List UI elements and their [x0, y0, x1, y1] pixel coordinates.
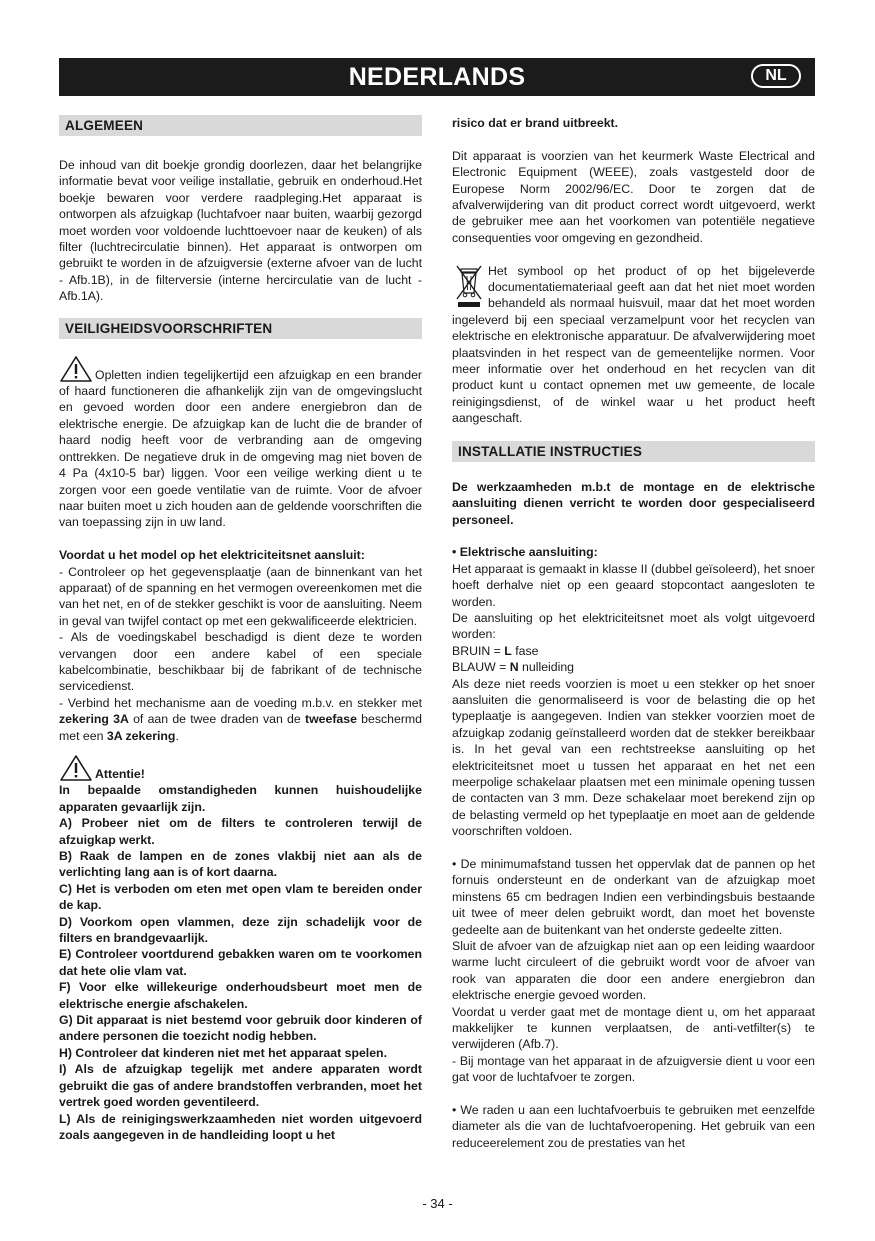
crossed-bin-icon: [454, 263, 484, 309]
weee-paragraph: Dit apparaat is voorzien van het keurmerk Waste Electrical and Electronic Equipment (WEEE), zoals vastgesteld door de Europese Norm 2002/96/EC. Door te zorgen dat de afvalverwijdering van dit product correct wordt uitgevoerd, werkt de gebruiker mee aan het voorkomen van potentiële negatieve consequenties voor omgeving en gezondheid.: [452, 148, 815, 245]
elektrische-paragraph-2: De aansluiting op het elektriciteitsnet moet als volgt uitgevoerd worden:: [452, 610, 815, 642]
veiligheid-text: Opletten indien tegelijkertijd een afzuigkap en een brander of haard functioneren die afhankelijk zijn van de omgevingslucht en gevoed worden door een andere energiebron dan de elektrische energie. De afzuigkap kan de lucht die de brander of haard nodig heeft voor de verbranding aan de omgeving onttrekken. De negatieve druk in de omgeving mag niet boven de 4 Pa (4x10-5 bar) liggen. Voor een veilige werking dient u te zorgen voor een goede ventilatie van de ruimte. Voor de afvoer naar buiten moet u zich houden aan de geldende voorschriften die van toepassing zijn in uw land.: [59, 367, 422, 530]
elektrische-heading: • Elektrische aansluiting:: [452, 545, 598, 560]
attentie-item: C) Het is verboden om eten met open vlam te bereiden onder de kap.: [59, 881, 422, 913]
fuse-label-2: 3A zekering: [106, 728, 176, 743]
symbool-text: Het symbool op het product of op het bijgeleverde documentatiemateriaal geeft aan dat het niet moet worden behandeld als normaal huisvuil, maar dat het moet worden ingeleverd bij een speciaal verzamelpunt voor het recyclen van elektrische en elektronische apparatuur. De afvalverwijdering moet plaatsvinden in het respect van de gemeentelijke normen. Voor meer informatie over het onderhoud en het recyclen van dit product kunt u contact opnemen met uw gemeente, de locale reinigingsdienst, of de winkel waar u het product heeft aangeschaft.: [452, 263, 815, 426]
voordat-item-1: - Controleer op het gegevensplaatje (aan de binnenkant van het apparaat) of de spanning en het vermogen overeenkomen met die van het net, en of de stekker geschikt is voor de aansluiting. Neem in geval van twijfel contact op met een gekwalificeerde elektricien.: [59, 564, 422, 628]
attentie-item: A) Probeer niet om de filters te controleren terwijl de afzuigkap werkt.: [59, 816, 422, 847]
elektrische-paragraph-3: Als deze niet reeds voorzien is moet u een stekker op het snoer aansluiten die genormaliseerd is voor de belasting die op het typeplaatje is aangegeven. Indien van stekker voorzien moet de afzuigkap zodanig geïnstalleerd worden dat de stekker bereikbaar is. In het geval van een rechtstreekse aansluiting op het elektriciteitsnet moet u tussen het apparaat en het net een meerpolige schakelaar plaatsen met een minimale opening tussen de contacten van 3 mm. Deze schakelaar moet berekend zijn op de belasting vermeld op het typeplaatje en moet aan de geldende voorschriften voldoen.: [452, 676, 815, 839]
continued-text: risico dat er brand uitbreekt.: [452, 116, 619, 130]
wire-blue-label: BLAUW =: [452, 660, 510, 675]
voordat-item-2: - Als de voedingskabel beschadigd is dient deze te worden vervangen door een andere kabel of een speciale kabelcombinatie, beschikbaar bij de fabrikant of de technische servicedienst.: [59, 630, 422, 694]
bij-montage-paragraph: - Bij montage van het apparaat in de afzuigversie dient u voor een gat voor de luchtafvoer te zorgen.: [452, 1053, 815, 1085]
voordat-montage-paragraph: Voordat u verder gaat met de montage dient u, om het apparaat makkelijker te kunnen verplaatsen, de anti-vetfilter(s) te verwijderen (Afb.7).: [452, 1004, 815, 1052]
section-title-veiligheid: VEILIGHEIDSVOORSCHRIFTEN: [59, 318, 422, 339]
section-title-algemeen: ALGEMEEN: [59, 115, 422, 136]
algemeen-paragraph: De inhoud van dit boekje grondig doorlezen, daar het belangrijke informatie bevat voor veilige installatie, gebruik en onderhoud.Het boekje bewaren voor verdere raadpleging.Het apparaat is ontworpen als afzuigkap (luchtafvoer naar buiten, waarbij gezorgd moet worden voor voldoende luchttoevoer naar de keuken) of als filter (luchtrecirculatie binnen). Het apparaat is ontworpen om gebruikt te worden in de afzuigversie (externe afvoer van de lucht - Afb.1B), in de filterversie (interne hercirculatie van de lucht - Afb.1A).: [59, 158, 422, 304]
voordat-item-3-text: beschermd met een: [59, 712, 423, 743]
language-header: [59, 58, 815, 96]
attentie-item: G) Dit apparaat is niet bestemd voor gebruik door kinderen of andere personen die toezicht nodig hebben.: [59, 1013, 422, 1044]
attentie-item: I) Als de afzuigkap tegelijk met andere apparaten wordt gebruikt die gas of andere brandstoffen verbranden, moet het vertrek goed worden geventileerd.: [59, 1062, 422, 1110]
voordat-item-3-text: .: [175, 728, 179, 743]
symbool-paragraph: [452, 263, 815, 427]
page-number: - 34 -: [422, 1196, 453, 1211]
wire-blue-desc: nulleiding: [518, 660, 575, 675]
attentie-item: B) Raak de lampen en de zones vlakbij niet aan als de verlichting lang aan is of kort daarna.: [59, 849, 422, 880]
language-title: NEDERLANDS: [348, 63, 526, 91]
minimumafstand-paragraph: • De minimumafstand tussen het oppervlak dat de pannen op het fornuis ondersteunt en de onderkant van de afzuigkap moet minstens 65 cm bedragen Indien een verbindingsbuis bestaande uit twee of meer delen gebruikt wordt, dan moet het bovenste gedeelte aan de buitenkant van het onderste gedeelte zitten.: [452, 857, 815, 937]
sluit-paragraph: Sluit de afvoer van de afzuigkap niet aan op een leiding waardoor warme lucht circuleert of die gebruikt wordt voor de afvoer van rook van apparaten die door een andere energiebron dan elektrische energie gevoed worden.: [452, 939, 815, 1003]
wire-blue: [452, 659, 815, 675]
wire-brown-letter: L: [504, 643, 512, 658]
voordat-heading: Voordat u het model op het elektriciteitsnet aansluit:: [59, 548, 365, 563]
luchtafvoer-paragraph: • We raden u aan een luchtafvoerbuis te gebruiken met eenzelfde diameter als die van de luchtafvoeropening. Het gebruik van een reduceerelement zou de prestaties van het: [452, 1103, 815, 1150]
twophase-label: tweefase: [304, 712, 357, 727]
attentie-item: D) Voorkom open vlammen, deze zijn schadelijk voor de filters en brandgevaarlijk.: [59, 914, 422, 946]
attentie-item: H) Controleer dat kinderen niet met het apparaat spelen.: [59, 1045, 387, 1060]
wire-brown-label: BRUIN =: [452, 643, 505, 658]
voordat-item-3-text: of aan de twee draden van de: [128, 712, 305, 727]
left-column: [59, 115, 422, 1143]
warning-icon: [59, 355, 93, 383]
attentie-item: E) Controleer voortdurend gebakken waren om te voorkomen dat hete olie vlam vat.: [59, 947, 422, 978]
installatie-intro: De werkzaamheden m.b.t de montage en de elektrische aansluiting dienen verricht te worden door gespecialiseerd personeel.: [452, 479, 815, 527]
attentie-title: Attentie!: [95, 766, 145, 781]
wire-brown: [452, 643, 815, 659]
warning-icon: [59, 754, 93, 782]
voordat-item-3-text: - Verbind het mechanisme aan de voeding m.b.v. en stekker met: [59, 695, 422, 710]
right-column: [452, 115, 815, 1151]
voordat-item-3: [59, 695, 422, 744]
attentie-item: F) Voor elke willekeurige onderhoudsbeurt moet men de elektrische energie afschakelen.: [59, 980, 422, 1011]
veiligheid-paragraph: [59, 355, 422, 531]
wire-brown-desc: fase: [511, 643, 539, 658]
attentie-item: In bepaalde omstandigheden kunnen huishoudelijke apparaten gevaarlijk zijn.: [59, 783, 422, 814]
fuse-label: zekering 3A: [59, 712, 129, 727]
attentie-heading: [59, 754, 422, 782]
elektrische-paragraph-1: Het apparaat is gemaakt in klasse II (dubbel geïsoleerd), het snoer hoeft derhalve niet op een geaard stopcontact aangesloten te worden.: [452, 561, 815, 609]
section-title-installatie: INSTALLATIE INSTRUCTIES: [452, 441, 815, 462]
attentie-item: L) Als de reinigingswerkzaamheden niet worden uitgevoerd zoals aangegeven in de handleiding loopt u het: [59, 1111, 422, 1142]
wire-blue-letter: N: [509, 660, 519, 675]
language-badge: NL: [751, 64, 801, 88]
